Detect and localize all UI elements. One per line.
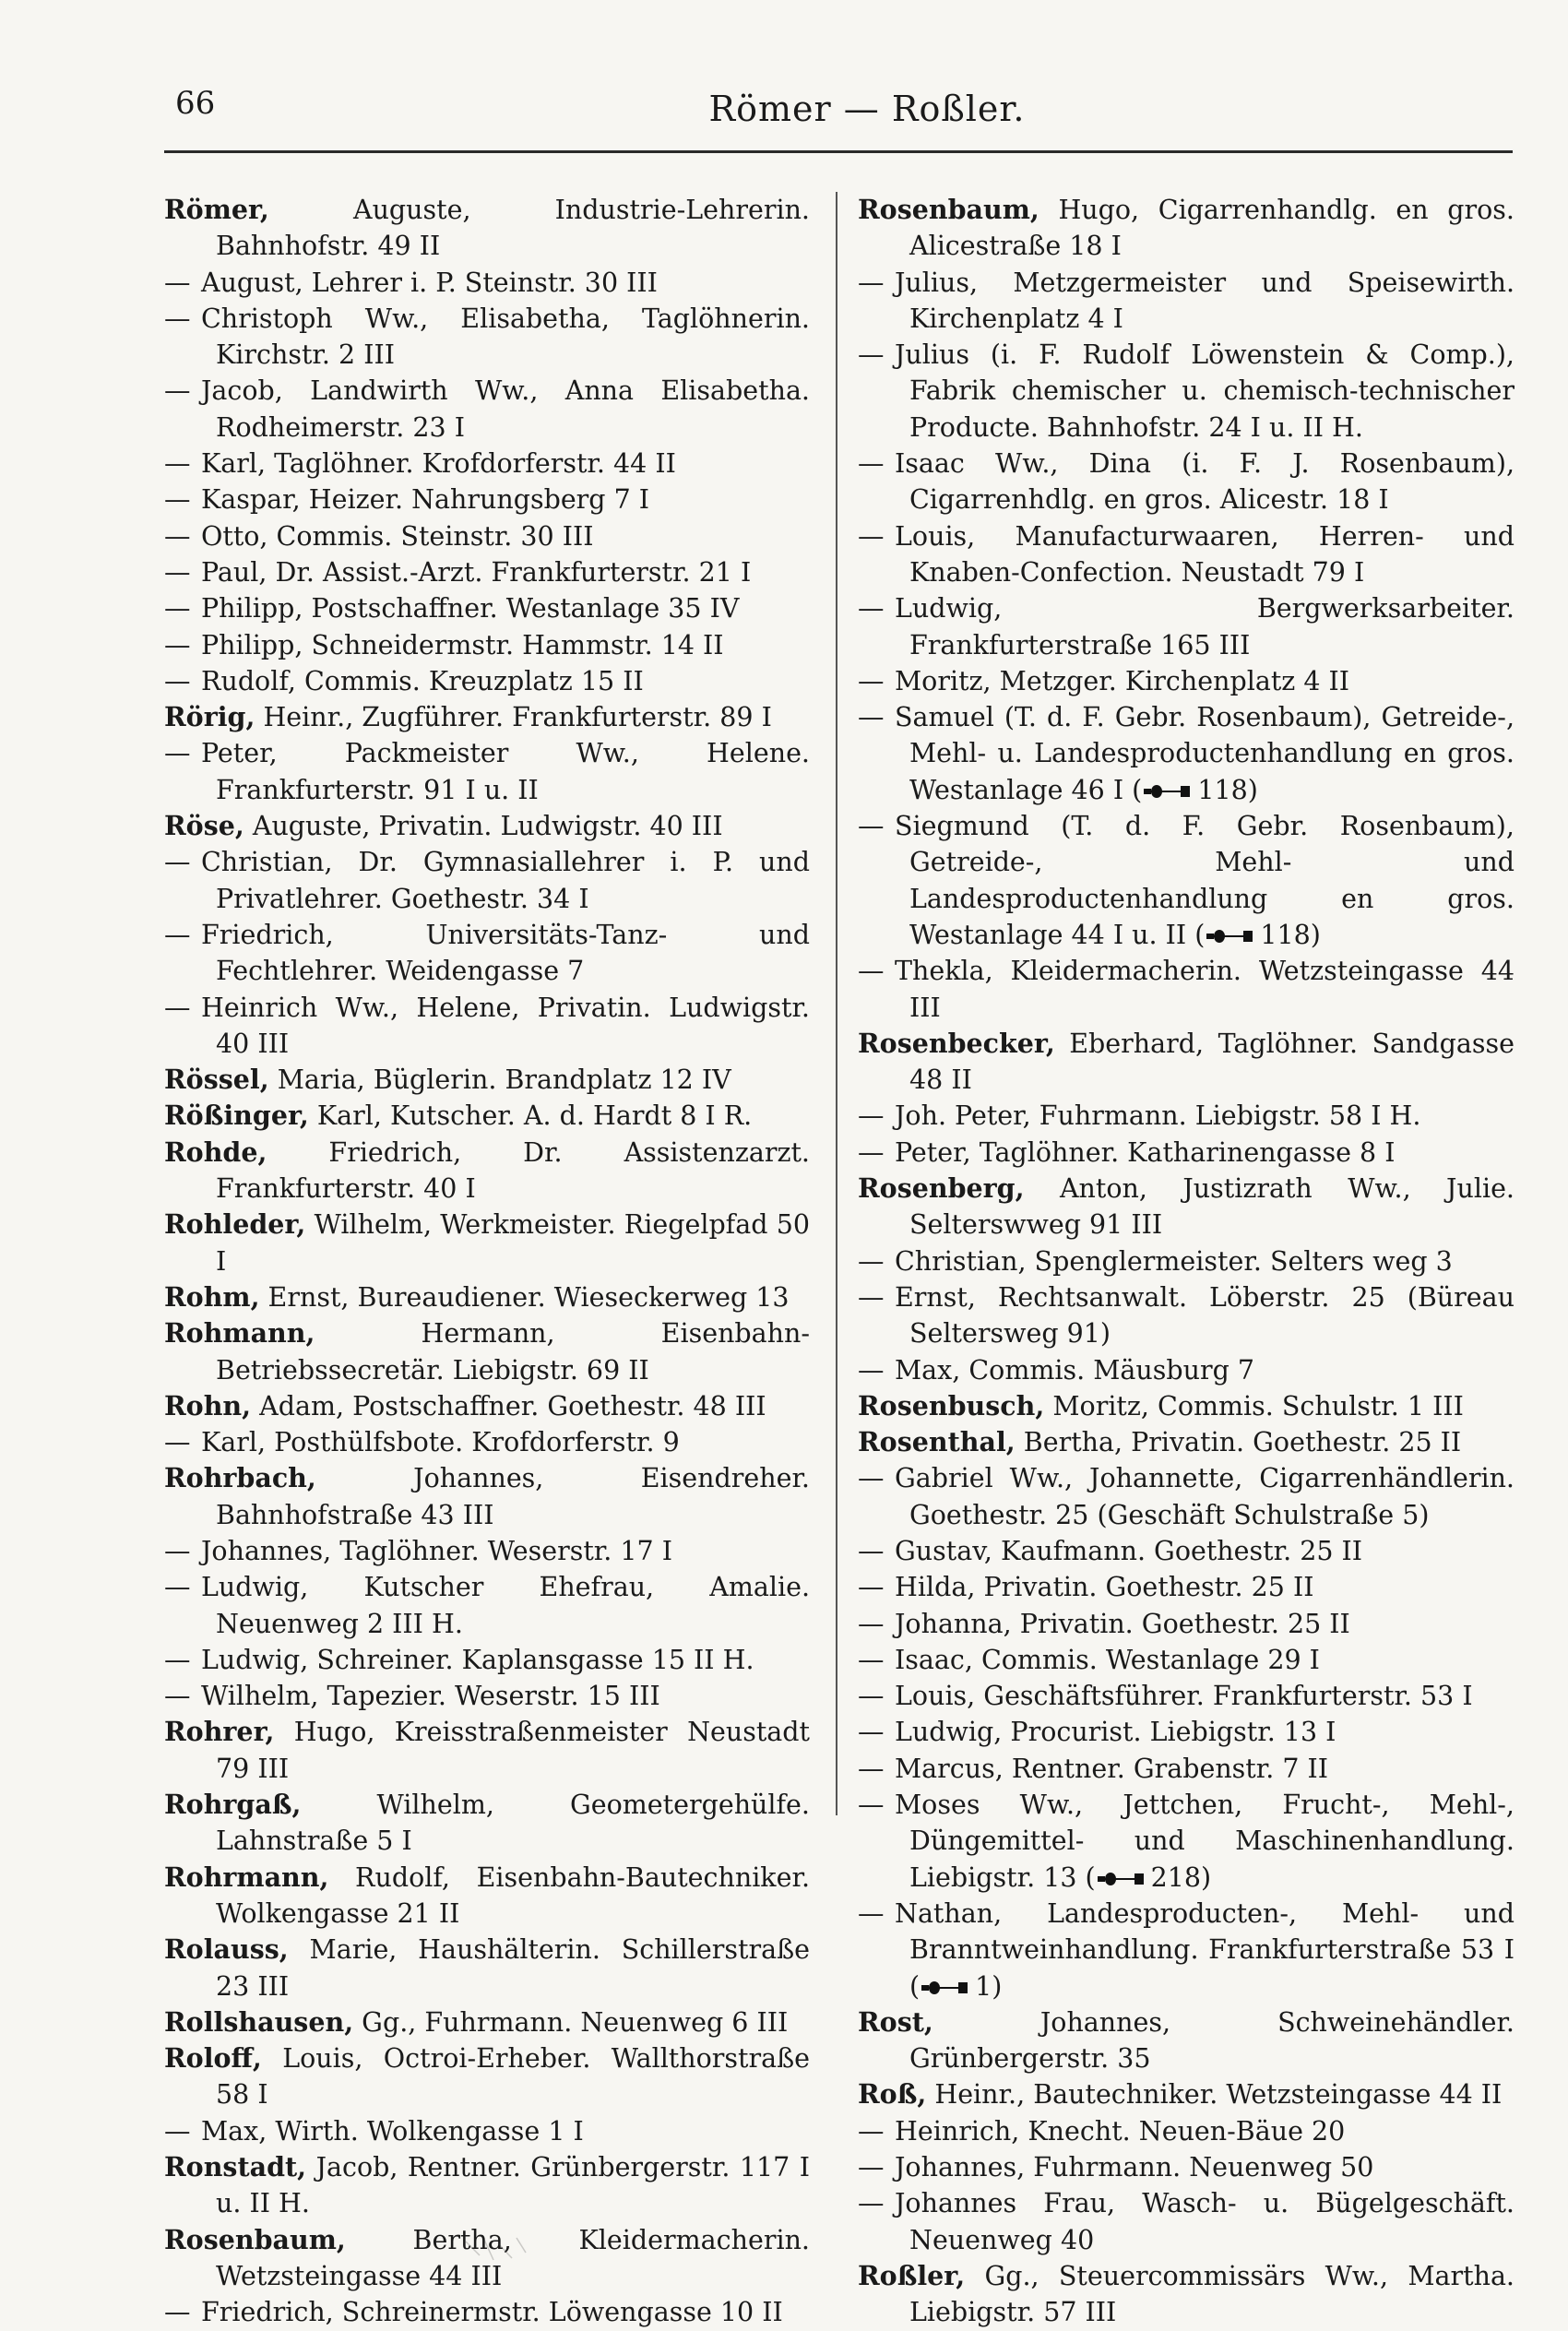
repeat-dash: — xyxy=(164,484,191,516)
entry-text: Moritz, Metzger. Kirchenplatz 4 II xyxy=(895,665,1350,696)
entry-text: Paul, Dr. Assist.-Arzt. Frankfurterstr. 21 I xyxy=(201,556,752,588)
directory-entry xyxy=(164,2040,810,2113)
directory-entry xyxy=(858,1388,1515,1424)
entry-text: Heinr., Zugführer. Frankfurterstr. 89 I xyxy=(255,702,772,733)
repeat-dash: — xyxy=(858,520,885,552)
directory-entry xyxy=(858,2113,1515,2149)
entry-text: Siegmund (T. d. F. Gebr. Rosenbaum), Getreide-, Mehl- und Landesproductenhandlung en gros. Westanlage 44 I u. II ( xyxy=(895,811,1515,950)
repeat-dash: — xyxy=(164,520,191,552)
running-head: Römer — Roßler. xyxy=(708,89,1026,129)
repeat-dash: — xyxy=(164,375,191,407)
repeat-dash: — xyxy=(164,919,191,950)
entry-text: Johannes Frau, Wasch- u. Bügelgeschäft. Neuenweg 40 xyxy=(895,2188,1515,2255)
entry-text: Wilhelm, Werkmeister. Riegelpfad 50 I xyxy=(216,1209,810,1277)
directory-entry xyxy=(164,1932,810,2004)
surname: Rohrgaß, xyxy=(164,1789,302,1821)
repeat-dash: — xyxy=(164,847,191,878)
entry-text: Gabriel Ww., Johannette, Cigarrenhändlerin. Goethestr. 25 (Geschäft Schulstraße 5) xyxy=(895,1463,1515,1530)
entry-text: Friedrich, Schreinermstr. Löwengasse 10 II xyxy=(201,2297,783,2328)
entry-text: Christian, Spenglermeister. Selters weg 3 xyxy=(895,1245,1453,1277)
surname: Römer, xyxy=(164,194,269,225)
entry-text: Ludwig, Bergwerksarbeiter. Frankfurterstraße 165 III xyxy=(895,593,1515,660)
directory-entry xyxy=(858,590,1515,663)
telephone-number: 218) xyxy=(1150,1861,1212,1893)
directory-entry xyxy=(858,1460,1515,1533)
repeat-dash: — xyxy=(858,1535,885,1566)
entry-text: Moses Ww., Jettchen, Frucht-, Mehl-, Düngemittel- und Maschinenhandlung. Liebigstr. 13 ( xyxy=(895,1790,1515,1893)
entry-text: Bertha, Kleidermacherin. Wetzsteingasse 44 III xyxy=(216,2224,810,2291)
directory-entry xyxy=(164,2294,810,2330)
directory-entry xyxy=(858,1243,1515,1279)
surname: Roß, xyxy=(858,2078,927,2111)
entry-text: August, Lehrer i. P. Steinstr. 30 III xyxy=(201,267,658,298)
repeat-dash: — xyxy=(164,665,191,696)
directory-entry xyxy=(164,1424,810,1460)
entry-text: Isaac, Commis. Westanlage 29 I xyxy=(895,1644,1320,1675)
surname: Rohde, xyxy=(164,1136,267,1168)
entry-text: Hugo, Kreisstraßenmeister Neustadt 79 III xyxy=(216,1717,810,1784)
surname: Roßler, xyxy=(858,2259,966,2291)
directory-entry xyxy=(164,1642,810,1678)
entry-text: Hilda, Privatin. Goethestr. 25 II xyxy=(895,1572,1314,1603)
column-divider xyxy=(836,192,837,1815)
surname: Rohm, xyxy=(164,1280,260,1313)
telephone-number: 1) xyxy=(975,1970,1003,2002)
repeat-dash: — xyxy=(858,1136,885,1168)
entry-text: Friedrich, Dr. Assistenzarzt. Frankfurterstr. 40 I xyxy=(216,1136,810,1205)
directory-entry xyxy=(164,808,810,844)
entry-text: Wilhelm, Tapezier. Weserstr. 15 III xyxy=(201,1681,660,1712)
telephone-icon xyxy=(921,1980,971,1995)
surname: Rohrer, xyxy=(164,1716,275,1748)
repeat-dash: — xyxy=(164,1681,191,1712)
entry-text: Moritz, Commis. Schulstr. 1 III xyxy=(1044,1390,1464,1421)
repeat-dash: — xyxy=(858,2152,885,2183)
directory-entry xyxy=(164,663,810,699)
surname: Rosenthal, xyxy=(858,1426,1016,1458)
repeat-dash: — xyxy=(858,1608,885,1639)
entry-text: Rudolf, Eisenbahn-Bautechniker. Wolkengasse 21 II xyxy=(216,1861,810,1929)
repeat-dash: — xyxy=(858,1681,885,1712)
entry-text: Philipp, Postschaffner. Westanlage 35 IV xyxy=(201,593,740,624)
entry-text: Philipp, Schneidermstr. Hammstr. 14 II xyxy=(201,629,724,660)
directory-entry xyxy=(858,808,1515,953)
directory-entry xyxy=(164,1714,810,1787)
directory-entry xyxy=(858,2149,1515,2185)
entry-text: Johannes, Schweinehändler. Grünbergerstr. 35 xyxy=(909,2006,1515,2075)
directory-entry xyxy=(164,373,810,446)
directory-entry xyxy=(164,990,810,1063)
repeat-dash: — xyxy=(858,1354,885,1386)
surname: Rolauss, xyxy=(164,1933,289,1966)
directory-entry xyxy=(164,1135,810,1207)
directory-entry xyxy=(164,1388,810,1424)
surname: Rosenbaum, xyxy=(164,2223,346,2255)
entry-text: Otto, Commis. Steinstr. 30 III xyxy=(201,520,594,552)
entry-text: Isaac Ww., Dina (i. F. J. Rosenbaum), Cigarrenhdlg. en gros. Alicestr. 18 I xyxy=(895,448,1515,516)
directory-entry xyxy=(858,1026,1515,1099)
entry-text: Ludwig, Schreiner. Kaplansgasse 15 II H. xyxy=(201,1644,754,1675)
entry-text: Wilhelm, Geometergehülfe. Lahnstraße 5 I xyxy=(216,1790,810,1857)
repeat-dash: — xyxy=(858,1281,885,1313)
directory-entry xyxy=(164,1678,810,1714)
repeat-dash: — xyxy=(858,2188,885,2219)
surname: Rößinger, xyxy=(164,1100,309,1132)
repeat-dash: — xyxy=(164,1427,191,1458)
directory-entry xyxy=(164,2113,810,2149)
repeat-dash: — xyxy=(858,267,885,298)
entry-text: Marie, Haushälterin. Schillerstraße 23 III xyxy=(216,1934,810,2002)
repeat-dash: — xyxy=(164,2297,191,2328)
entry-text: Heinrich, Knecht. Neuen-Bäue 20 xyxy=(895,2115,1346,2147)
directory-entry xyxy=(858,2185,1515,2258)
entry-text: Ludwig, Kutscher Ehefrau, Amalie. Neuenweg 2 III H. xyxy=(201,1572,810,1639)
surname: Rosenberg, xyxy=(858,1172,1025,1205)
scan-smudge xyxy=(461,2232,535,2269)
entry-text: Hermann, Eisenbahn-Betriebssecretär. Liebigstr. 69 II xyxy=(216,1318,810,1386)
directory-entry xyxy=(858,1352,1515,1388)
entry-text: Bertha, Privatin. Goethestr. 25 II xyxy=(1015,1427,1462,1458)
entry-text: Johannes, Taglöhner. Weserstr. 17 I xyxy=(201,1535,672,1566)
repeat-dash: — xyxy=(164,1572,191,1603)
entry-text: Louis, Geschäftsführer. Frankfurterstr. 53 I xyxy=(895,1681,1473,1712)
repeat-dash: — xyxy=(858,702,885,733)
directory-entry xyxy=(858,1424,1515,1460)
directory-entry xyxy=(164,590,810,626)
directory-entry xyxy=(164,1279,810,1315)
directory-entry xyxy=(858,1678,1515,1714)
directory-entry xyxy=(164,1569,810,1642)
entry-text: Louis, Octroi-Erheber. Wallthorstraße 58 I xyxy=(216,2043,810,2111)
entry-text: Johanna, Privatin. Goethestr. 25 II xyxy=(895,1608,1350,1639)
directory-entry xyxy=(858,1279,1515,1352)
entry-text: Ernst, Rechtsanwalt. Löberstr. 25 (Büreau Seltersweg 91) xyxy=(895,1281,1515,1350)
directory-entry xyxy=(164,699,810,735)
directory-entry xyxy=(164,735,810,808)
surname: Rohleder, xyxy=(164,1208,306,1241)
telephone-number: 118) xyxy=(1260,919,1321,950)
entry-text: Maria, Büglerin. Brandplatz 12 IV xyxy=(268,1064,731,1096)
entry-text: Johannes, Fuhrmann. Neuenweg 50 xyxy=(895,2152,1374,2183)
surname: Rohn, xyxy=(164,1389,252,1421)
directory-entry xyxy=(858,953,1515,1026)
entry-text: Friedrich, Universitäts-Tanz- und Fechtlehrer. Weidengasse 7 xyxy=(201,919,810,987)
repeat-dash: — xyxy=(164,593,191,624)
entry-text: Christian, Dr. Gymnasiallehrer i. P. und Privatlehrer. Goethestr. 34 I xyxy=(201,847,810,914)
entry-text: Ludwig, Procurist. Liebigstr. 13 I xyxy=(895,1717,1336,1748)
directory-entry xyxy=(858,518,1515,591)
entry-text: Julius, Metzgermeister und Speisewirth. Kirchenplatz 4 I xyxy=(895,267,1515,334)
entry-text: Karl, Posthülfsbote. Krofdorferstr. 9 xyxy=(201,1427,680,1458)
telephone-icon xyxy=(1098,1872,1147,1886)
telephone-number: 118) xyxy=(1197,774,1258,805)
left-column xyxy=(164,192,810,2331)
repeat-dash: — xyxy=(164,448,191,480)
directory-entry xyxy=(164,1787,810,1860)
repeat-dash: — xyxy=(858,1753,885,1784)
directory-entry xyxy=(858,1569,1515,1605)
entry-text: Samuel (T. d. F. Gebr. Rosenbaum), Getreide-, Mehl- u. Landesproductenhandlung en gros. Westanlage 46 I ( xyxy=(895,702,1515,805)
entry-text: Karl, Kutscher. A. d. Hardt 8 I R. xyxy=(308,1100,753,1132)
directory-entry xyxy=(164,192,810,265)
repeat-dash: — xyxy=(858,665,885,696)
directory-entry xyxy=(164,627,810,663)
repeat-dash: — xyxy=(858,811,885,842)
directory-entry xyxy=(164,301,810,374)
directory-entry xyxy=(164,1098,810,1134)
repeat-dash: — xyxy=(164,556,191,588)
entry-text: Eberhard, Taglöhner. Sandgasse 48 II xyxy=(909,1028,1515,1096)
entry-text: Jacob, Landwirth Ww., Anna Elisabetha. Rodheimerstr. 23 I xyxy=(201,375,810,443)
telephone-icon xyxy=(1144,784,1194,799)
surname: Ronstadt, xyxy=(164,2151,307,2183)
directory-entry xyxy=(858,1533,1515,1569)
entry-text: Adam, Postschaffner. Goethestr. 48 III xyxy=(251,1390,766,1421)
entry-text: Jacob, Rentner. Grünbergerstr. 117 I u. II H. xyxy=(216,2152,810,2219)
repeat-dash: — xyxy=(164,2115,191,2147)
directory-entry xyxy=(164,917,810,990)
entry-text: Karl, Taglöhner. Krofdorferstr. 44 II xyxy=(201,448,676,480)
surname: Rosenbaum, xyxy=(858,194,1039,225)
directory-entry xyxy=(858,663,1515,699)
repeat-dash: — xyxy=(858,2115,885,2147)
directory-entry xyxy=(164,554,810,590)
repeat-dash: — xyxy=(858,593,885,624)
directory-entry xyxy=(164,1207,810,1279)
directory-entry xyxy=(164,518,810,554)
entry-text: Julius (i. F. Rudolf Löwenstein & Comp.), Fabrik chemischer u. chemisch-technischer Producte. Bahnhofstr. 24 I u. II H. xyxy=(895,339,1515,443)
directory-entry xyxy=(858,337,1515,446)
entry-text: Nathan, Landesproducten-, Mehl- und Branntweinhandlung. Frankfurterstraße 53 I ( xyxy=(895,1897,1515,2002)
directory-entry xyxy=(164,2149,810,2222)
repeat-dash: — xyxy=(858,448,885,480)
repeat-dash: — xyxy=(164,738,191,769)
entry-text: Gg., Fuhrmann. Neuenweg 6 III xyxy=(353,2006,789,2038)
entry-text: Ernst, Bureaudiener. Wieseckerweg 13 xyxy=(259,1281,790,1313)
surname: Rohrbach, xyxy=(164,1462,316,1494)
surname: Rosenbecker, xyxy=(858,1027,1055,1059)
directory-entry xyxy=(164,844,810,917)
directory-entry xyxy=(858,1606,1515,1642)
entry-text: Max, Commis. Mäusburg 7 xyxy=(895,1354,1255,1386)
entry-text: Heinr., Bautechniker. Wetzsteingasse 44 II xyxy=(926,2079,1503,2111)
repeat-dash: — xyxy=(858,956,885,987)
repeat-dash: — xyxy=(164,992,191,1023)
header-rule xyxy=(164,150,1513,153)
surname: Roloff, xyxy=(164,2042,262,2075)
directory-entry xyxy=(858,1751,1515,1787)
directory-entry xyxy=(858,1714,1515,1750)
entry-text: Auguste, Privatin. Ludwigstr. 40 III xyxy=(244,811,723,842)
surname: Rörig, xyxy=(164,701,255,733)
entry-text: Auguste, Industrie-Lehrerin. Bahnhofstr. 49 II xyxy=(216,195,810,262)
page-number: 66 xyxy=(175,85,216,122)
directory-entry xyxy=(858,1171,1515,1243)
repeat-dash: — xyxy=(858,1572,885,1603)
directory-entry xyxy=(164,1315,810,1388)
directory-entry xyxy=(858,1896,1515,2004)
surname: Röse, xyxy=(164,810,244,842)
directory-entry xyxy=(858,1642,1515,1678)
entry-text: Johannes, Eisendreher. Bahnhofstraße 43 III xyxy=(216,1463,810,1530)
repeat-dash: — xyxy=(164,1644,191,1675)
entry-text: Marcus, Rentner. Grabenstr. 7 II xyxy=(895,1753,1329,1784)
entry-text: Max, Wirth. Wolkengasse 1 I xyxy=(201,2115,584,2147)
repeat-dash: — xyxy=(858,339,885,371)
directory-entry xyxy=(164,1062,810,1098)
directory-entry xyxy=(858,699,1515,808)
surname: Rollshausen, xyxy=(164,2005,354,2038)
repeat-dash: — xyxy=(858,1100,885,1132)
repeat-dash: — xyxy=(164,267,191,298)
directory-entry xyxy=(164,482,810,517)
directory-entry xyxy=(858,265,1515,338)
repeat-dash: — xyxy=(858,1644,885,1675)
surname: Rössel, xyxy=(164,1064,269,1096)
directory-entry xyxy=(858,1787,1515,1896)
entry-text: Hugo, Cigarrenhandlg. en gros. Alicestraße 18 I xyxy=(909,195,1515,262)
right-column xyxy=(858,192,1515,2331)
telephone-icon xyxy=(1206,929,1256,944)
surname: Rost, xyxy=(858,2005,933,2038)
directory-entry xyxy=(858,2076,1515,2112)
directory-entry xyxy=(858,1098,1515,1134)
directory-entry xyxy=(858,1135,1515,1171)
directory-entry xyxy=(164,265,810,301)
entry-text: Louis, Manufacturwaaren, Herren- und Knaben-Confection. Neustadt 79 I xyxy=(895,520,1515,588)
entry-text: Peter, Packmeister Ww., Helene. Frankfurterstr. 91 I u. II xyxy=(201,738,810,805)
directory-entry xyxy=(858,2258,1515,2331)
repeat-dash: — xyxy=(858,1245,885,1277)
directory-entry xyxy=(164,1460,810,1533)
repeat-dash: — xyxy=(164,629,191,660)
surname: Rohrmann, xyxy=(164,1861,329,1893)
repeat-dash: — xyxy=(858,1463,885,1494)
entry-text: Gg., Steuercommissärs Ww., Martha. Liebigstr. 57 III xyxy=(909,2260,1515,2328)
directory-entry xyxy=(858,192,1515,265)
repeat-dash: — xyxy=(858,1897,885,1929)
repeat-dash: — xyxy=(164,303,191,334)
entry-text: Rudolf, Commis. Kreuzplatz 15 II xyxy=(201,665,644,696)
entry-text: Joh. Peter, Fuhrmann. Liebigstr. 58 I H. xyxy=(895,1100,1421,1132)
entry-text: Christoph Ww., Elisabetha, Taglöhnerin. Kirchstr. 2 III xyxy=(201,303,810,371)
repeat-dash: — xyxy=(858,1717,885,1748)
entry-text: Peter, Taglöhner. Katharinengasse 8 I xyxy=(895,1136,1396,1168)
surname: Rohmann, xyxy=(164,1317,315,1350)
entry-text: Gustav, Kaufmann. Goethestr. 25 II xyxy=(895,1535,1363,1566)
entry-text: Thekla, Kleidermacherin. Wetzsteingasse 44 III xyxy=(895,956,1515,1023)
repeat-dash: — xyxy=(164,1535,191,1566)
directory-entry xyxy=(164,1860,810,1933)
directory-entry xyxy=(858,446,1515,518)
directory-entry xyxy=(164,446,810,482)
surname: Rosenbusch, xyxy=(858,1389,1045,1421)
directory-entry xyxy=(164,2004,810,2040)
directory-entry xyxy=(164,1533,810,1569)
directory-entry xyxy=(858,2004,1515,2077)
entry-text: Heinrich Ww., Helene, Privatin. Ludwigstr. 40 III xyxy=(201,992,810,1059)
entry-text: Kaspar, Heizer. Nahrungsberg 7 I xyxy=(201,484,650,516)
entry-text: Anton, Justizrath Ww., Julie. Selterswweg 91 III xyxy=(909,1173,1515,1241)
repeat-dash: — xyxy=(858,1790,885,1821)
